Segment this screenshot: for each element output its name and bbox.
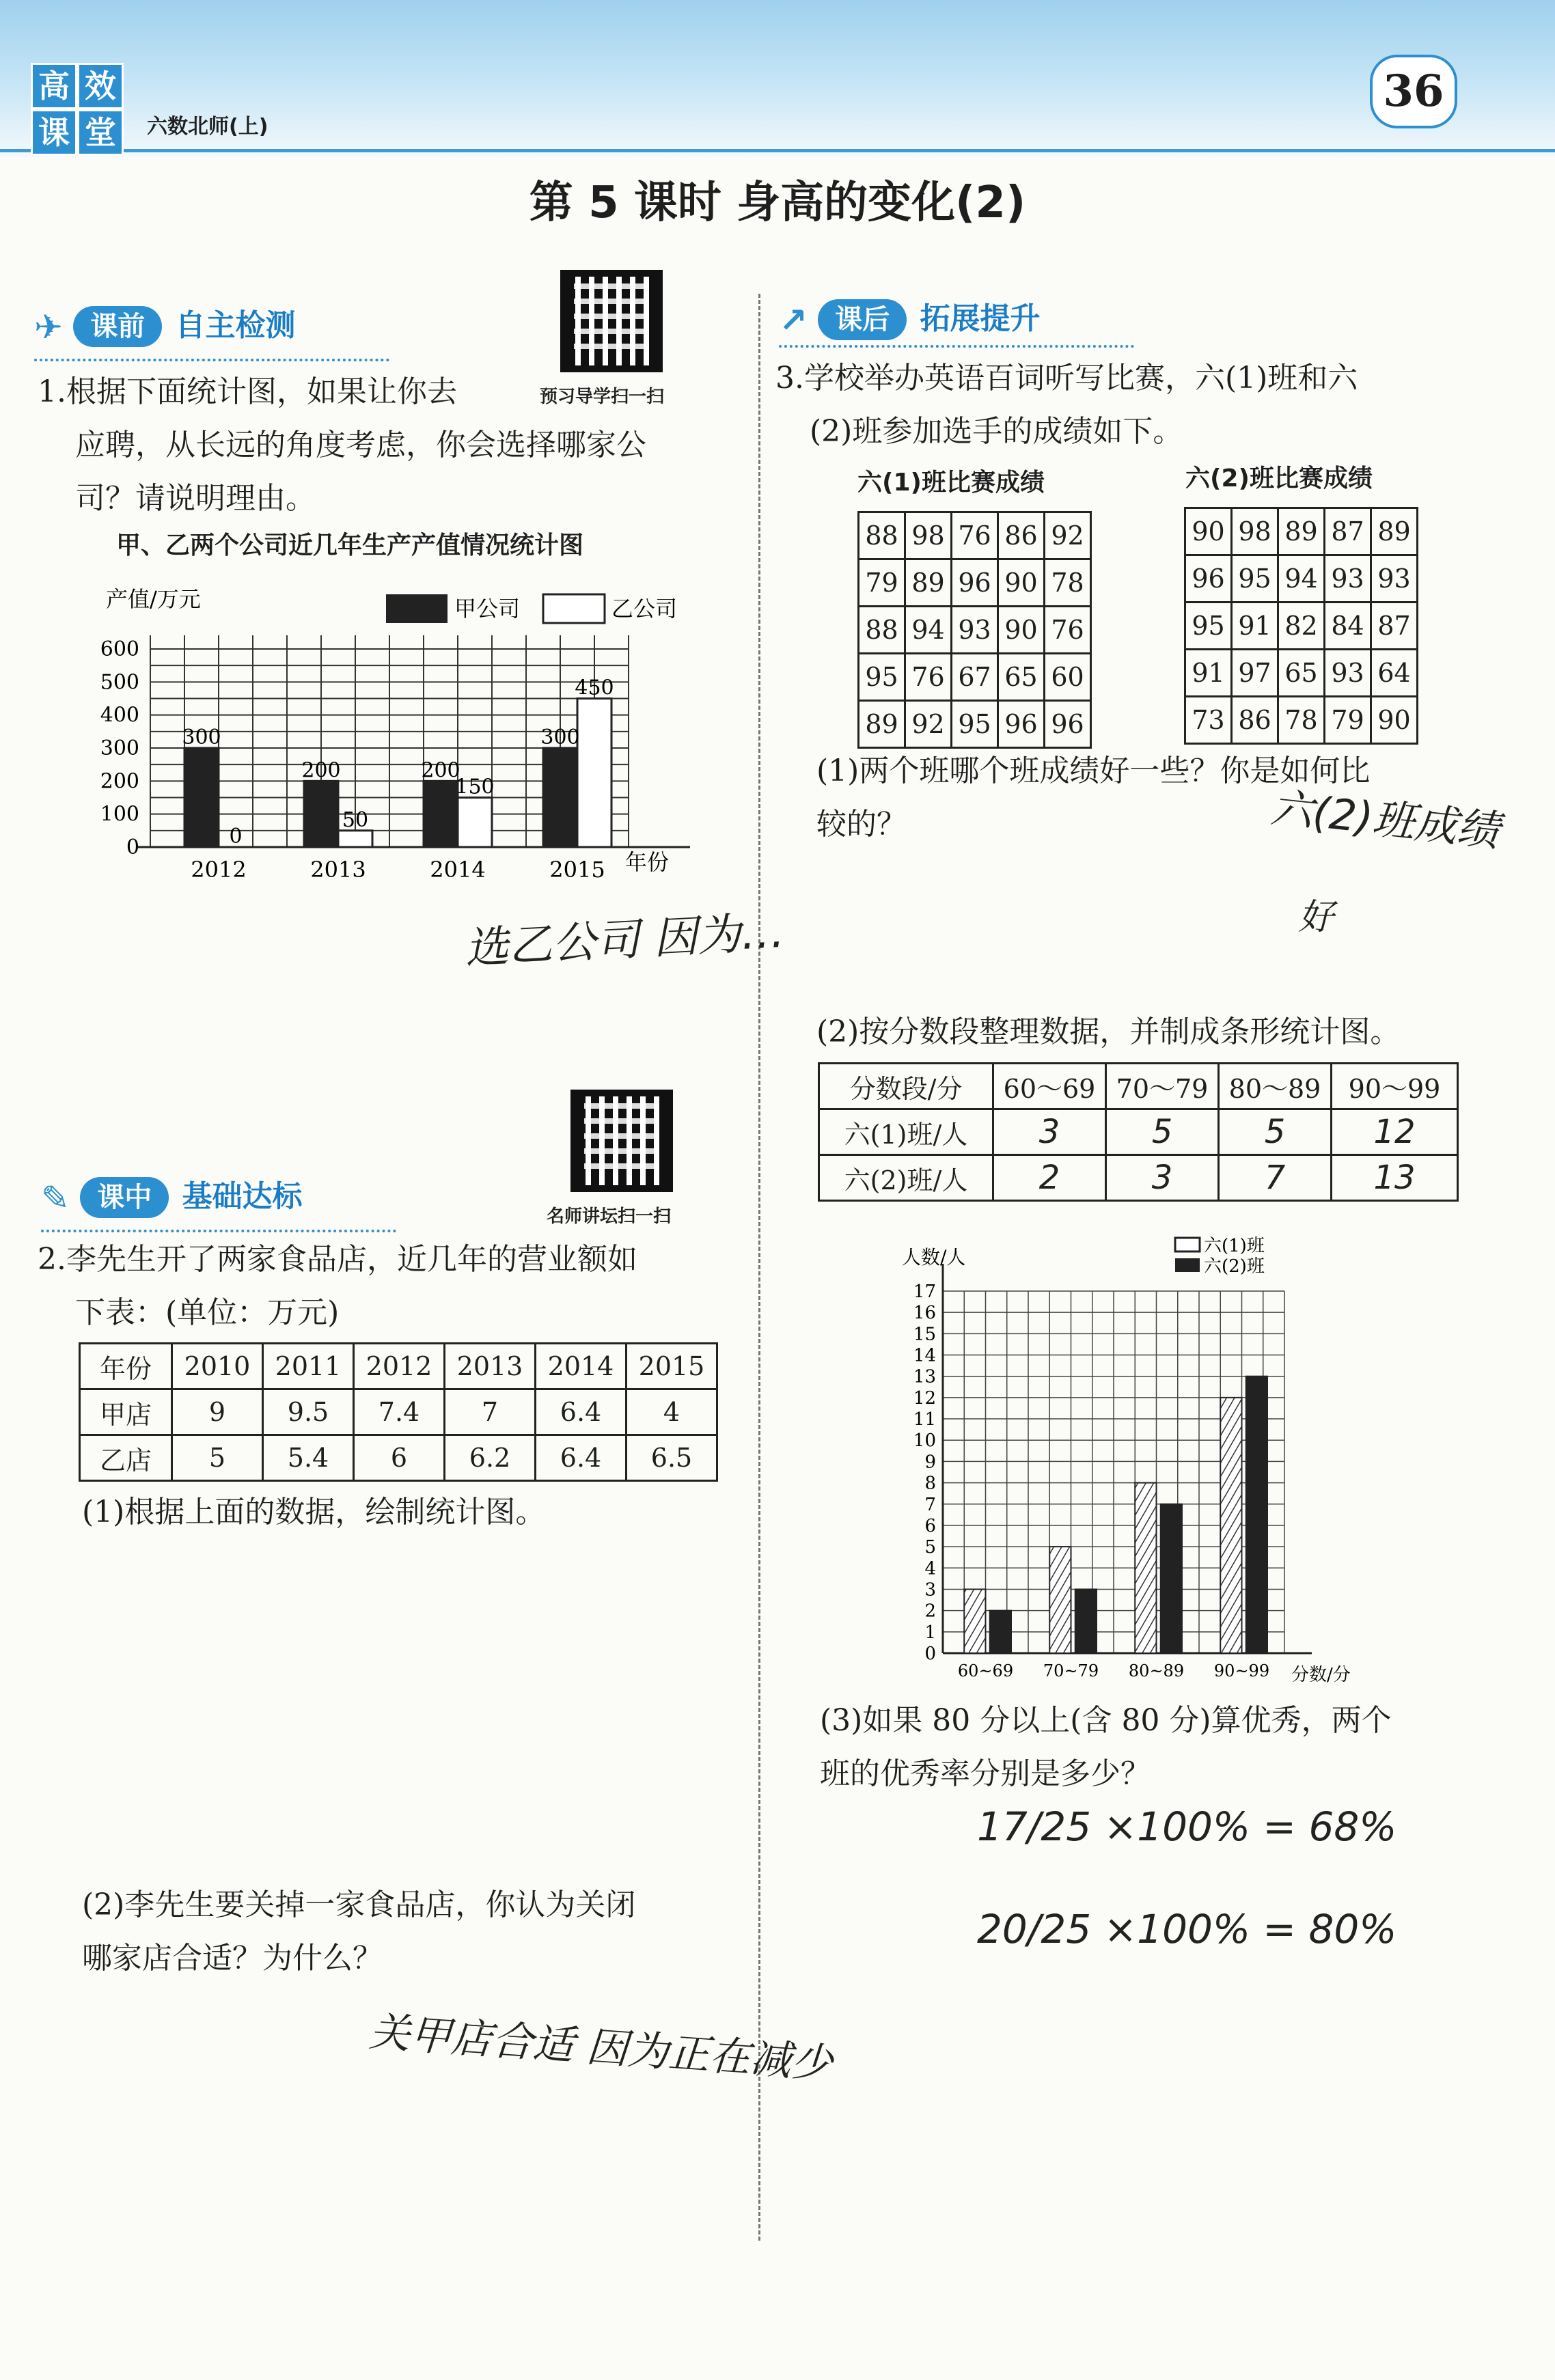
table-cell: 5 — [1106, 1109, 1219, 1155]
header-rule — [0, 149, 1555, 152]
table-cell: 78 — [1278, 697, 1325, 744]
lesson-title: 第 5 课时 身高的变化(2) — [529, 178, 1026, 228]
legend-swatch-b — [1175, 1258, 1200, 1272]
logo-char: 堂 — [77, 109, 124, 156]
y-tick-label: 300 — [100, 736, 139, 760]
legend-label-a: 甲公司 — [454, 596, 521, 622]
table-cell: 76 — [905, 654, 952, 701]
y-tick-label: 7 — [924, 1494, 936, 1515]
table-cell: 65 — [998, 654, 1045, 701]
y-tick-label: 500 — [100, 670, 139, 695]
logo-char: 效 — [77, 63, 124, 109]
q1-line: 1.根据下面统计图，如果让你去 — [38, 374, 457, 409]
y-axis-label: 产值/万元 — [106, 586, 201, 612]
q3-frequency-table — [818, 1062, 1459, 1202]
table-cell: 82 — [1278, 603, 1325, 650]
table-row — [1185, 603, 1418, 650]
y-tick-label: 11 — [913, 1409, 936, 1430]
legend-label-b: 乙公司 — [611, 596, 678, 622]
y-tick-label: 9 — [924, 1452, 936, 1473]
table-row — [1185, 555, 1418, 603]
logo — [31, 63, 126, 158]
y-tick-label: 15 — [913, 1324, 936, 1345]
table-cell: 95 — [859, 654, 905, 701]
table-cell: 91 — [1232, 603, 1278, 650]
bar-value-label: 50 — [342, 807, 369, 832]
y-tick-label: 16 — [913, 1303, 936, 1324]
q3-line: (2)班参加选手的成绩如下。 — [810, 414, 1183, 449]
table-cell: 7 — [1219, 1155, 1332, 1201]
q3-line: 3.学校举办英语百词听写比赛，六(1)班和六 — [775, 361, 1358, 396]
y-tick-label: 2 — [924, 1601, 936, 1622]
bar — [458, 798, 492, 848]
q3-sub3-answer: 20/25 ×100% = 80% — [977, 1906, 1397, 1952]
qr-caption: 预习导学扫一扫 — [540, 387, 665, 407]
table-cell: 90～99 — [1332, 1064, 1458, 1109]
bar — [1135, 1483, 1156, 1653]
bar-value-label: 200 — [421, 758, 460, 783]
table-cell: 64 — [1371, 650, 1418, 697]
table-cell: 5 — [1219, 1109, 1332, 1155]
y-tick-label: 200 — [100, 769, 139, 794]
table-cell: 3 — [1106, 1155, 1219, 1201]
y-tick-label: 400 — [100, 703, 139, 728]
table-cell: 甲店 — [80, 1389, 172, 1435]
table-cell: 93 — [952, 607, 998, 654]
table-row — [80, 1435, 717, 1481]
table-cell: 12 — [1332, 1109, 1458, 1155]
x-axis-label: 年份 — [625, 849, 670, 875]
x-tick-label: 80~89 — [1128, 1661, 1185, 1680]
table-cell: 3 — [993, 1109, 1106, 1155]
x-tick-label: 2012 — [191, 857, 247, 883]
bar-value-label: 300 — [182, 725, 221, 749]
x-tick-label: 2014 — [430, 857, 486, 883]
q3-sub2: (2)按分数段整理数据，并制成条形统计图。 — [816, 1014, 1401, 1049]
q3-sub1-line: (1)两个班哪个班成绩好一些？你是如何比 — [816, 753, 1371, 788]
bar-value-label: 300 — [540, 725, 580, 749]
bar — [543, 748, 577, 847]
table-row — [819, 1155, 1458, 1201]
table-cell: 96 — [1185, 555, 1232, 603]
y-tick-label: 100 — [100, 802, 139, 827]
table-cell: 96 — [952, 559, 998, 607]
class2-scores-title: 六(2)班比赛成绩 — [1185, 465, 1373, 493]
table-cell: 88 — [859, 512, 905, 559]
q1-line: 应聘，从长远的角度考虑，你会选择哪家公 — [75, 428, 646, 462]
bar-value-label: 450 — [575, 676, 614, 700]
bar — [990, 1611, 1011, 1653]
section-post-header — [779, 294, 1041, 340]
q3-sub3-line: 班的优秀率分别是多少？ — [820, 1756, 1151, 1791]
table-cell: 91 — [1185, 650, 1232, 697]
q3-sub1-line: 较的？ — [816, 807, 907, 842]
table-row — [1185, 650, 1418, 697]
table-cell: 87 — [1325, 508, 1371, 555]
table-cell: 96 — [1045, 701, 1091, 748]
bar — [424, 781, 458, 847]
table-cell: 73 — [1185, 697, 1232, 744]
table-cell: 92 — [1045, 512, 1091, 559]
table-cell: 93 — [1325, 555, 1371, 603]
table-cell: 2010 — [172, 1344, 263, 1389]
section-badge: 课中 — [80, 1177, 169, 1218]
legend-swatch-a — [1175, 1238, 1200, 1251]
table-cell: 76 — [1045, 607, 1091, 654]
company-output-chart — [82, 574, 697, 895]
q2-handwritten-answer: 关甲店合适 因为正在减少 — [368, 2008, 834, 2088]
table-cell: 92 — [905, 701, 952, 748]
section-rule — [41, 1230, 396, 1232]
pencil-icon: ✎ — [41, 1178, 70, 1218]
x-tick-label: 2013 — [310, 857, 366, 883]
table-cell: 2 — [993, 1155, 1106, 1201]
q2-line: 下表：(单位：万元) — [75, 1295, 340, 1330]
table-cell: 93 — [1325, 650, 1371, 697]
y-tick-label: 5 — [924, 1537, 936, 1558]
bar — [184, 748, 219, 847]
table-row — [859, 654, 1091, 701]
table-cell: 7.4 — [354, 1389, 445, 1435]
chart1-title: 甲、乙两个公司近几年生产产值情况统计图 — [116, 531, 584, 559]
section-pre-header — [34, 301, 296, 347]
table-cell: 六(2)班/人 — [819, 1155, 993, 1201]
legend-label-a: 六(1)班 — [1204, 1236, 1265, 1256]
y-tick-label: 4 — [924, 1558, 936, 1579]
table-cell: 98 — [1232, 508, 1278, 555]
table-cell: 90 — [1371, 697, 1418, 744]
book-label: 六数北师(上) — [147, 115, 269, 139]
table-cell: 93 — [1371, 555, 1418, 603]
class2-scores-grid — [1184, 507, 1418, 745]
table-cell: 87 — [1371, 603, 1418, 650]
table-cell: 80～89 — [1219, 1064, 1332, 1109]
bar — [1161, 1504, 1182, 1653]
q3-sub3-answer: 17/25 ×100% = 68% — [977, 1803, 1397, 1850]
table-cell: 79 — [859, 559, 905, 607]
table-cell: 六(1)班/人 — [819, 1109, 993, 1155]
table-cell: 9.5 — [263, 1389, 354, 1435]
column-divider — [758, 294, 760, 2241]
table-row — [859, 512, 1091, 559]
qr-code-icon[interactable] — [570, 1090, 673, 1192]
table-cell: 89 — [859, 701, 905, 748]
y-tick-label: 0 — [126, 835, 139, 859]
table-cell: 6.5 — [627, 1435, 717, 1481]
section-rule — [779, 345, 1134, 348]
table-cell: 13 — [1332, 1155, 1458, 1201]
bar-value-label: 0 — [229, 825, 243, 848]
q2-revenue-table — [79, 1342, 718, 1482]
bar — [1049, 1547, 1071, 1653]
legend-label-b: 六(2)班 — [1204, 1256, 1265, 1277]
table-header-row — [80, 1344, 717, 1389]
table-cell: 86 — [998, 512, 1045, 559]
table-cell: 89 — [905, 559, 952, 607]
table-cell: 76 — [952, 512, 998, 559]
growth-arrow-icon: ↗ — [779, 301, 808, 340]
page-number: 36 — [1370, 55, 1457, 128]
legend-swatch-b — [543, 594, 605, 623]
x-tick-label: 2015 — [549, 857, 605, 883]
table-cell: 86 — [1232, 697, 1278, 744]
qr-caption: 名师讲坛扫一扫 — [547, 1206, 672, 1227]
y-axis-label: 人数/人 — [902, 1246, 966, 1269]
table-cell: 95 — [1185, 603, 1232, 650]
bar — [577, 699, 611, 848]
bar — [964, 1589, 985, 1653]
x-tick-label: 60~69 — [957, 1661, 1014, 1680]
table-cell: 2011 — [263, 1344, 354, 1389]
q2-sub2-line: 哪家店合适？为什么？ — [82, 1941, 383, 1976]
table-cell: 67 — [952, 654, 998, 701]
table-cell: 年份 — [80, 1344, 172, 1389]
table-row — [1185, 508, 1418, 555]
q2-line: 2.李先生开了两家食品店，近几年的营业额如 — [38, 1242, 637, 1277]
bar — [1220, 1398, 1241, 1653]
table-row — [1185, 697, 1418, 744]
section-title: 自主检测 — [175, 308, 296, 343]
table-cell: 2012 — [354, 1344, 445, 1389]
qr-code-icon[interactable] — [560, 270, 663, 372]
table-cell: 7 — [445, 1389, 536, 1435]
y-tick-label: 0 — [924, 1644, 936, 1664]
y-tick-label: 17 — [913, 1282, 936, 1302]
table-cell: 84 — [1325, 603, 1371, 650]
q3-sub1-answer: 六(2)班成绩 — [1268, 782, 1502, 857]
section-badge: 课后 — [818, 299, 907, 340]
table-cell: 2013 — [445, 1344, 536, 1389]
table-cell: 6.4 — [536, 1435, 627, 1481]
table-cell: 70～79 — [1106, 1064, 1219, 1109]
x-tick-label: 90~99 — [1213, 1661, 1270, 1680]
table-cell: 95 — [952, 701, 998, 748]
bird-icon: ✈ — [34, 307, 63, 347]
y-tick-label: 14 — [913, 1345, 936, 1366]
score-distribution-chart — [881, 1230, 1387, 1694]
table-cell: 分数段/分 — [819, 1064, 993, 1109]
table-cell: 78 — [1045, 559, 1091, 607]
table-cell: 89 — [1371, 508, 1418, 555]
q2-sub1: (1)根据上面的数据，绘制统计图。 — [82, 1495, 546, 1530]
section-title: 拓展提升 — [920, 301, 1041, 336]
table-cell: 5 — [172, 1435, 263, 1481]
table-cell: 60～69 — [993, 1064, 1106, 1109]
table-row — [859, 559, 1091, 607]
table-row — [80, 1389, 717, 1435]
bar — [1246, 1376, 1267, 1653]
y-tick-label: 12 — [913, 1387, 936, 1409]
legend-swatch-a — [386, 594, 448, 623]
section-title: 基础达标 — [182, 1179, 303, 1214]
class1-scores-grid — [857, 511, 1092, 749]
table-cell: 5.4 — [263, 1435, 354, 1481]
table-cell: 9 — [172, 1389, 263, 1435]
table-row — [859, 607, 1091, 654]
y-tick-label: 6 — [924, 1515, 936, 1536]
y-tick-label: 13 — [913, 1366, 936, 1387]
table-cell: 94 — [905, 607, 952, 654]
bar — [1075, 1589, 1097, 1653]
section-badge: 课前 — [73, 306, 162, 347]
table-cell: 98 — [905, 512, 952, 559]
table-cell: 6 — [354, 1435, 445, 1481]
table-cell: 6.2 — [445, 1435, 536, 1481]
class1-scores-title: 六(1)班比赛成绩 — [857, 469, 1045, 497]
table-cell: 95 — [1232, 555, 1278, 603]
section-mid-header — [41, 1172, 303, 1218]
table-cell: 6.4 — [536, 1389, 627, 1435]
table-cell: 89 — [1278, 508, 1325, 555]
table-cell: 90 — [998, 559, 1045, 607]
bar — [338, 831, 372, 847]
y-tick-label: 8 — [924, 1473, 936, 1494]
logo-char: 课 — [31, 109, 77, 156]
table-row — [859, 701, 1091, 748]
table-cell: 97 — [1232, 650, 1278, 697]
table-cell: 4 — [627, 1389, 717, 1435]
table-cell: 2014 — [536, 1344, 627, 1389]
q3-sub1-answer: 好 — [1298, 897, 1334, 938]
bar-value-label: 200 — [301, 758, 341, 783]
x-axis-label: 分数/分 — [1291, 1665, 1351, 1685]
x-tick-label: 70~79 — [1043, 1661, 1099, 1680]
q1-line: 司？请说明理由。 — [75, 481, 316, 516]
table-cell: 乙店 — [80, 1435, 172, 1481]
logo-char: 高 — [31, 63, 77, 109]
table-cell: 2015 — [627, 1344, 717, 1389]
y-tick-label: 10 — [913, 1430, 936, 1452]
table-header-row — [819, 1064, 1458, 1109]
table-row — [819, 1109, 1458, 1155]
table-cell: 60 — [1045, 654, 1091, 701]
q1-handwritten-answer: 选乙公司 因为… — [463, 907, 786, 975]
table-cell: 96 — [998, 701, 1045, 748]
y-tick-label: 1 — [924, 1622, 936, 1643]
table-cell: 88 — [859, 607, 905, 654]
q3-sub3-line: (3)如果 80 分以上(含 80 分)算优秀，两个 — [820, 1703, 1392, 1738]
bar-value-label: 150 — [455, 775, 495, 799]
table-cell: 90 — [1185, 508, 1232, 555]
table-cell: 79 — [1325, 697, 1371, 744]
bar — [304, 781, 338, 847]
q2-sub2-line: (2)李先生要关掉一家食品店，你认为关闭 — [82, 1887, 636, 1922]
y-tick-label: 3 — [924, 1579, 936, 1601]
y-tick-label: 600 — [100, 637, 139, 661]
section-rule — [34, 359, 389, 361]
table-cell: 94 — [1278, 555, 1325, 603]
table-cell: 90 — [998, 607, 1045, 654]
table-cell: 65 — [1278, 650, 1325, 697]
